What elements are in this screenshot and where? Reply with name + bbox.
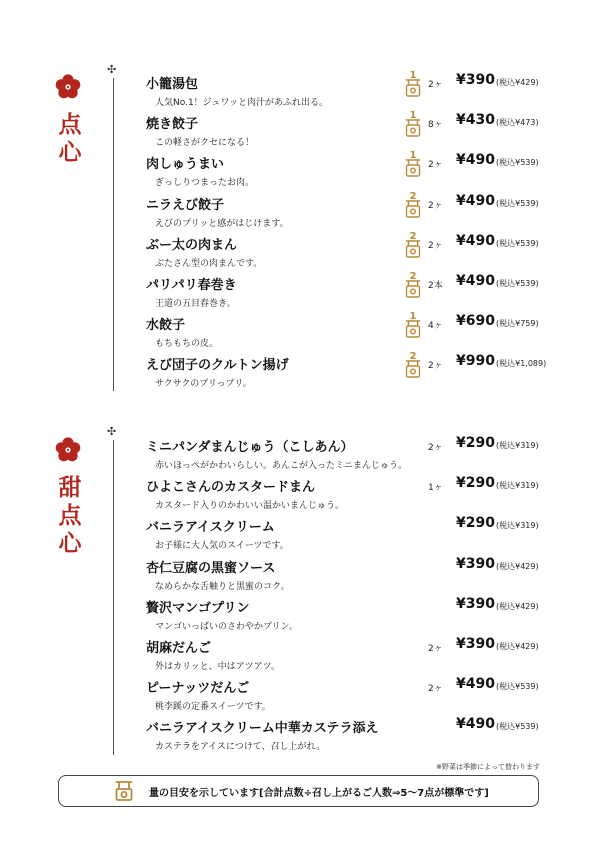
item-name: ぶー太の肉まん [146, 237, 238, 253]
item-description: えびのプリッと感がはじけます。 [155, 218, 289, 229]
svg-text:1: 1 [409, 70, 417, 81]
title-char: 甜 [58, 475, 82, 501]
item-count: 2ヶ [428, 80, 443, 90]
item-count: 4ヶ [428, 321, 443, 332]
title-char: 心 [58, 140, 82, 166]
item-name: 焼き餃子 [146, 117, 199, 133]
item-tax-included-price: (税込¥539) [496, 158, 539, 168]
item-tax-included-price: (税込¥429) [496, 78, 539, 87]
item-count: 2ヶ [428, 443, 443, 453]
diamond-sparkle-icon: ✣ [107, 63, 117, 76]
item-count: 2本 [428, 281, 443, 291]
menu-item [146, 516, 546, 556]
item-description: お子様に大人気のスイーツです。 [155, 541, 289, 552]
item-count: 2ヶ [428, 644, 443, 654]
item-price: ¥990 [456, 353, 495, 370]
item-count: 2ヶ [428, 200, 443, 211]
item-tax-included-price: (税込¥539) [496, 722, 539, 732]
item-description: 桃李蹊の定番スイーツです。 [155, 702, 271, 713]
item-name: 肉しゅうまい [146, 157, 225, 173]
item-price: ¥290 [456, 435, 495, 451]
item-tax-included-price: (税込¥319) [496, 441, 539, 450]
item-count: 2ヶ [428, 240, 443, 251]
item-description: この軽さがクセになる！ [155, 138, 255, 149]
portion-legend-box [58, 775, 539, 807]
section-divider-line [113, 440, 114, 755]
item-name: ニラえび餃子 [146, 197, 225, 213]
item-tax-included-price: (税込¥539) [496, 279, 539, 288]
menu-item [146, 637, 546, 677]
item-description: ぶたさん型の肉まんです。 [155, 258, 263, 269]
item-price: ¥690 [456, 313, 495, 330]
item-tax-included-price: (税込¥539) [496, 238, 539, 248]
item-tax-included-price: (税込¥473) [496, 118, 539, 128]
item-price: ¥490 [456, 152, 495, 169]
item-tax-included-price: (税込¥759) [496, 319, 539, 329]
item-count: 2ヶ [428, 361, 443, 372]
item-price: ¥490 [456, 192, 495, 209]
menu-item [146, 436, 546, 476]
item-count: 8ヶ [428, 120, 443, 131]
svg-text:2: 2 [409, 190, 417, 202]
item-tax-included-price: (税込¥429) [496, 561, 539, 571]
menu-item [146, 597, 546, 637]
item-count: 2ヶ [428, 684, 443, 695]
svg-text:2: 2 [409, 230, 417, 242]
menu-item [146, 677, 546, 717]
section-mark [55, 437, 85, 463]
item-tax-included-price: (税込¥539) [496, 198, 539, 208]
item-name: ひよこさんのカスタードまん [146, 480, 316, 496]
menu-item [146, 557, 546, 597]
item-description: サクサクのプリっプリ。 [155, 379, 252, 390]
item-name: えび団子のクルトン揚げ [146, 358, 289, 374]
item-tax-included-price: (税込¥319) [496, 481, 539, 491]
svg-text:2: 2 [409, 351, 417, 363]
item-name: バニラアイスクリーム [146, 520, 275, 536]
steamer-basket-icon [115, 779, 133, 803]
item-tax-included-price: (税込¥319) [496, 521, 539, 531]
item-price: ¥430 [456, 112, 495, 129]
plum-flower-icon [55, 437, 81, 463]
item-name: 水餃子 [146, 318, 186, 334]
item-description: マンゴいっぱいのさわやかプリン。 [155, 621, 298, 632]
item-description: もちもちの皮。 [155, 339, 219, 350]
item-price: ¥490 [456, 232, 495, 249]
item-price: ¥490 [456, 273, 495, 289]
title-char: 点 [58, 112, 82, 138]
item-name: バニラアイスクリーム中華カステラ添え [146, 721, 379, 737]
item-price: ¥390 [456, 636, 495, 652]
item-price: ¥490 [456, 716, 495, 733]
item-tax-included-price: (税込¥429) [496, 642, 539, 651]
item-name: 小籠湯包 [146, 77, 199, 92]
item-price: ¥390 [456, 595, 495, 612]
title-char: 点 [58, 503, 82, 529]
item-price: ¥290 [456, 515, 495, 532]
item-description: 王道の五目春巻き。 [155, 299, 236, 309]
item-description: 赤いほっぺがかわいらしい。あんこが入ったミニまんじゅう。 [155, 461, 408, 471]
item-tax-included-price: (税込¥1,089) [496, 359, 547, 369]
svg-text:1: 1 [409, 150, 417, 162]
svg-text:1: 1 [409, 110, 417, 122]
item-name: ミニパンダまんじゅう（こしあん） [146, 440, 354, 455]
item-name: ピーナッツだんご [146, 681, 250, 697]
menu-item [146, 476, 546, 516]
item-description: 外はカリッと、中はアツアツ。 [155, 662, 281, 672]
item-description: ぎっしりつまったお肉。 [155, 178, 255, 189]
item-name: 贅沢マンゴプリン [146, 600, 250, 616]
item-price: ¥390 [456, 555, 495, 572]
item-tax-included-price: (税込¥539) [496, 682, 539, 692]
item-tax-included-price: (税込¥429) [496, 601, 539, 611]
item-description: カステラをアイスにつけて、召し上がれ。 [155, 742, 326, 753]
svg-text:1: 1 [409, 311, 417, 323]
legend-text: 量の目安を示しています[合計点数÷召し上がるご人数⇒5〜7点が標準です] [149, 788, 489, 799]
diamond-sparkle-icon: ✣ [107, 425, 117, 438]
item-name: 胡麻だんご [146, 641, 212, 656]
item-description: カスタード入りのかわいい温かいまんじゅう。 [155, 501, 345, 512]
item-price: ¥490 [456, 676, 495, 693]
item-count: 2ヶ [428, 160, 443, 171]
item-price: ¥390 [456, 72, 495, 88]
item-price: ¥290 [456, 475, 495, 492]
menu-item [146, 717, 546, 757]
item-description: なめらかな舌触りと黒蜜のコク。 [155, 581, 290, 592]
item-name: 杏仁豆腐の黒蜜ソース [146, 560, 276, 576]
item-count: 1ヶ [428, 483, 443, 494]
item-description: 人気No.1！ジュワッと肉汁があふれ出る。 [155, 98, 329, 108]
seasonal-vegetable-note: ※野菜は季節によって替わります [436, 763, 540, 771]
title-char: 心 [58, 531, 82, 557]
svg-text:2: 2 [409, 271, 417, 282]
item-name: パリパリ春巻き [146, 278, 237, 293]
section-title-sweets [57, 474, 83, 558]
